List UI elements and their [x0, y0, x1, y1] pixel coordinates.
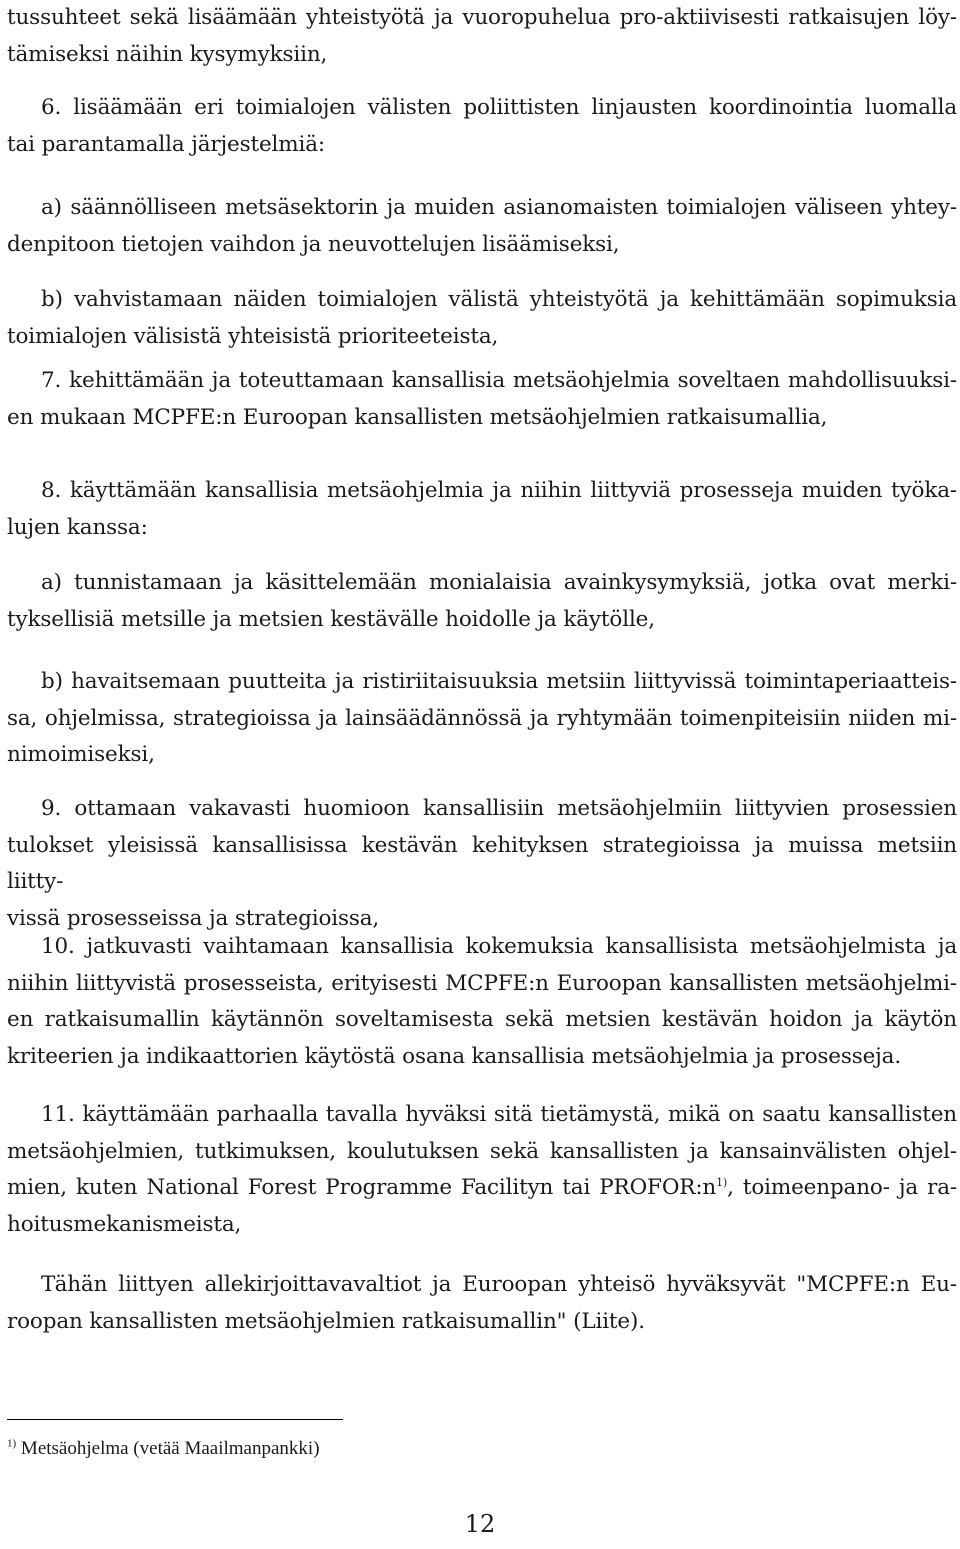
text-line: 6. lisäämään eri toimialojen välisten poliittisten linjausten koordinointia luomalla — [41, 95, 957, 120]
footnote — [7, 1438, 320, 1460]
text-line: roopan kansallisten metsäohjelmien ratkaisumallin" (Liite). — [7, 1308, 645, 1334]
text-line: a) tunnistamaan ja käsittelemään monialaisia avainkysymyksiä, jotka ovat merki- — [41, 570, 957, 595]
paragraph-item-10 — [7, 929, 957, 1075]
text-line: en ratkaisumallin käytännön soveltamisesta sekä metsien kestävän hoidon ja käytön — [7, 1007, 957, 1032]
text-line: 9. ottamaan vakavasti huomioon kansallisiin metsäohjelmiin liittyvien prosessien — [41, 796, 957, 821]
page-number: 12 — [464, 1510, 496, 1538]
text-line: toimialojen välisistä yhteisistä prioriteeteista, — [7, 323, 499, 349]
text-line: tämiseksi näihin kysymyksiin, — [7, 41, 328, 67]
footnote-marker: 1) — [7, 1437, 17, 1450]
text-line: niihin liittyvistä prosesseista, erityisesti MCPFE:n Euroopan kansallisten metsäohjelmi- — [7, 970, 957, 996]
text-line: lujen kanssa: — [7, 514, 148, 540]
footnote-separator — [7, 1419, 343, 1420]
text-line: b) vahvistamaan näiden toimialojen välistä yhteistyötä ja kehittämään sopimuksia — [41, 287, 957, 312]
paragraph-item-9 — [7, 791, 957, 937]
paragraph-item-11 — [7, 1097, 957, 1243]
paragraph-item-6a — [7, 190, 957, 263]
paragraph-item-8a — [7, 565, 957, 638]
text-line: tulokset yleisissä kansallisissa kestävän kehityksen strategioissa ja muissa metsiin liitty- — [7, 832, 957, 894]
footnote-ref: 1) — [716, 1175, 728, 1189]
paragraph-item-6b — [7, 282, 957, 355]
text-line: metsäohjelmien, tutkimuksen, koulutuksen sekä kansallisten ja kansainvälisten ohjel- — [7, 1138, 957, 1164]
paragraph-item-6 — [7, 90, 957, 163]
text-line: tyksellisiä metsille ja metsien kestävälle hoidolle ja käytölle, — [7, 606, 655, 632]
paragraph-item-7 — [7, 363, 957, 436]
paragraph-item-8b — [7, 664, 957, 774]
text-line: nimoimiseksi, — [7, 742, 155, 767]
text-line: 10. jatkuvasti vaihtamaan kansallisia kokemuksia kansallisista metsäohjelmista ja — [41, 934, 957, 959]
text-line: a) säännölliseen metsäsektorin ja muiden asianomaisten toimialojen väliseen yhtey- — [41, 195, 957, 220]
text-line: Tähän liittyen allekirjoittavavaltiot ja Euroopan yhteisö hyväksyvät "MCPFE:n Eu- — [41, 1272, 957, 1297]
text-line: tussuhteet sekä lisäämään yhteistyötä ja vuoropuhelua pro-aktiivisesti ratkaisujen löy- — [7, 5, 957, 30]
footnote-text: Metsäohjelma (vetää Maailmanpankki) — [20, 1438, 320, 1459]
text-line: sa, ohjelmissa, strategioissa ja lainsäädännössä ja ryhtymään toimenpiteisiin niiden mi- — [7, 705, 957, 731]
text-line: en mukaan MCPFE:n Euroopan kansallisten metsäohjelmien ratkaisumallia, — [7, 404, 828, 430]
text-line: mien, kuten National Forest Programme Facilityn tai $PROFOR:n^{1)}$, toimeenpano- ja ra- — [7, 1175, 957, 1200]
text-line: kriteerien ja indikaattorien käytöstä osana kansallisia metsäohjelmia ja prosesseja. — [7, 1043, 902, 1069]
paragraph-cont-5 — [7, 0, 957, 73]
text-line: 11. käyttämään parhaalla tavalla hyväksi sitä tietämystä, mikä on saatu kansallisten — [41, 1102, 957, 1127]
text-line: 8. käyttämään kansallisia metsäohjelmia ja niihin liittyviä prosesseja muiden työka- — [41, 478, 957, 503]
text-line: vissä prosesseissa ja strategioissa, — [7, 905, 380, 931]
text-line: hoitusmekanismeista, — [7, 1211, 242, 1237]
paragraph-closing — [7, 1267, 957, 1340]
paragraph-item-8 — [7, 473, 957, 546]
text-line: b) havaitsemaan puutteita ja ristiriitaisuuksia metsiin liittyvissä toimintaperiaatteis- — [41, 669, 957, 694]
text-line: 7. kehittämään ja toteuttamaan kansallisia metsäohjelmia soveltaen mahdollisuuksi- — [41, 368, 957, 393]
text-line: tai parantamalla järjestelmiä: — [7, 131, 326, 157]
text-line: denpitoon tietojen vaihdon ja neuvottelujen lisäämiseksi, — [7, 231, 620, 257]
